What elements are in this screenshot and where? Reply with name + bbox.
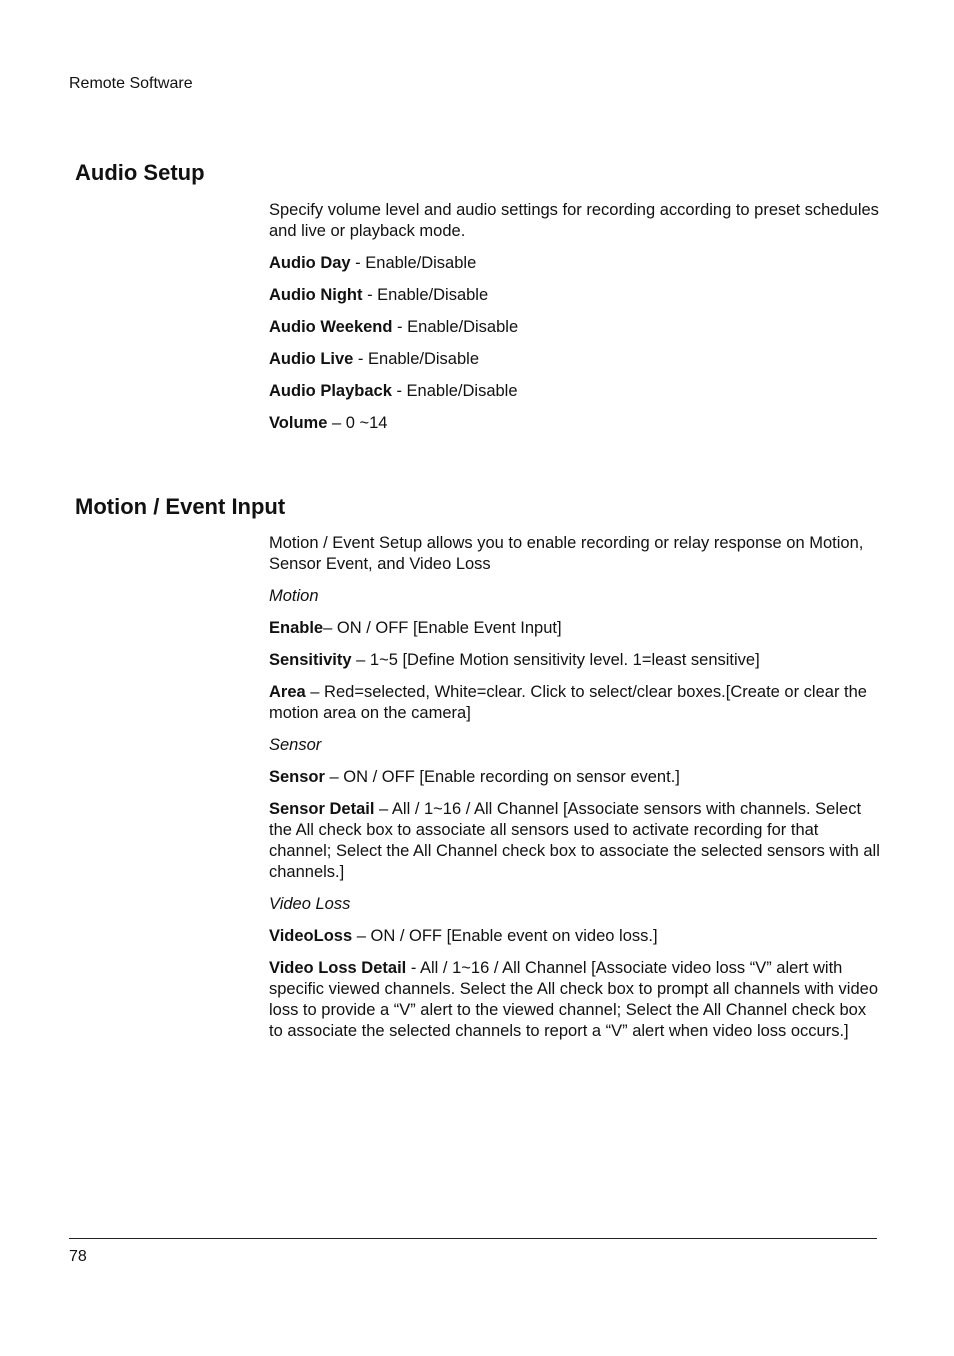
item-text: – 1~5 [Define Motion sensitivity level. 1=least sensitive]: [351, 651, 760, 669]
area-item: [269, 682, 881, 724]
enable-item: [269, 618, 881, 639]
audio-weekend-item: [269, 317, 881, 338]
audio-playback-item: [269, 381, 881, 402]
motion-event-body: [269, 533, 881, 1042]
item-label: Audio Live: [269, 350, 354, 368]
item-label: Sensitivity: [269, 651, 352, 669]
item-label: Audio Playback: [269, 382, 392, 400]
item-label: Sensor Detail: [269, 800, 375, 818]
item-text: – ON / OFF [Enable event on video loss.]: [352, 927, 658, 945]
item-label: Video Loss Detail: [269, 959, 407, 977]
item-text: – 0 ~14: [327, 414, 388, 432]
audio-setup-title: Audio Setup: [75, 160, 205, 185]
item-text: - Enable/Disable: [350, 254, 477, 272]
volume-item: [269, 413, 881, 434]
item-label: Volume: [269, 414, 328, 432]
item-text: – Red=selected, White=clear. Click to select/clear boxes.[Create or clear the motion area on the camera]: [269, 683, 867, 722]
running-header: Remote Software: [69, 75, 193, 92]
item-label: Sensor: [269, 768, 325, 786]
item-text: – ON / OFF [Enable Event Input]: [323, 619, 562, 637]
item-label: Audio Night: [269, 286, 363, 304]
sensor-subheading: Sensor: [269, 736, 322, 754]
sensor-detail-item: [269, 799, 881, 883]
item-text: – All / 1~16 / All Channel [Associate sensors with channels. Select the All check box to associate all sensors used to activate recording for that channel; Select the All Channel check box to associate the selected sensors with all channels.]: [269, 800, 880, 881]
sensitivity-item: [269, 650, 881, 671]
item-label: Audio Weekend: [269, 318, 393, 336]
item-label: VideoLoss: [269, 927, 353, 945]
item-text: - Enable/Disable: [362, 286, 489, 304]
audio-night-item: [269, 285, 881, 306]
item-text: – ON / OFF [Enable recording on sensor event.]: [324, 768, 680, 786]
item-label: Area: [269, 683, 306, 701]
item-text: - Enable/Disable: [353, 350, 479, 368]
videoloss-subheading: Video Loss: [269, 895, 351, 913]
motion-subheading: Motion: [269, 587, 319, 605]
item-text: - All / 1~16 / All Channel [Associate video loss “V” alert with specific viewed channels. Select the All check box to prompt all channels with video loss to provide a “V” alert to the viewed channel; Select the All Channel check box to associate the selected channels to report a “V” alert when video loss occurs.]: [269, 959, 878, 1040]
videoloss-item: [269, 926, 881, 947]
audio-setup-intro: Specify volume level and audio settings for recording according to preset schedules and live or playback mode.: [269, 201, 879, 240]
item-label: Audio Day: [269, 254, 351, 272]
footer-rule: [69, 1238, 877, 1239]
audio-setup-body: [269, 200, 881, 434]
motion-event-title: Motion / Event Input: [75, 494, 286, 519]
sensor-item: [269, 767, 881, 788]
item-text: - Enable/Disable: [392, 318, 519, 336]
videoloss-detail-item: [269, 958, 881, 1042]
audio-live-item: [269, 349, 881, 370]
page-number: 78: [69, 1248, 87, 1265]
item-label: Enable: [269, 619, 324, 637]
item-text: - Enable/Disable: [391, 382, 518, 400]
motion-event-intro: Motion / Event Setup allows you to enable recording or relay response on Motion, Sensor Event, and Video Loss: [269, 534, 864, 573]
audio-day-item: [269, 253, 881, 274]
